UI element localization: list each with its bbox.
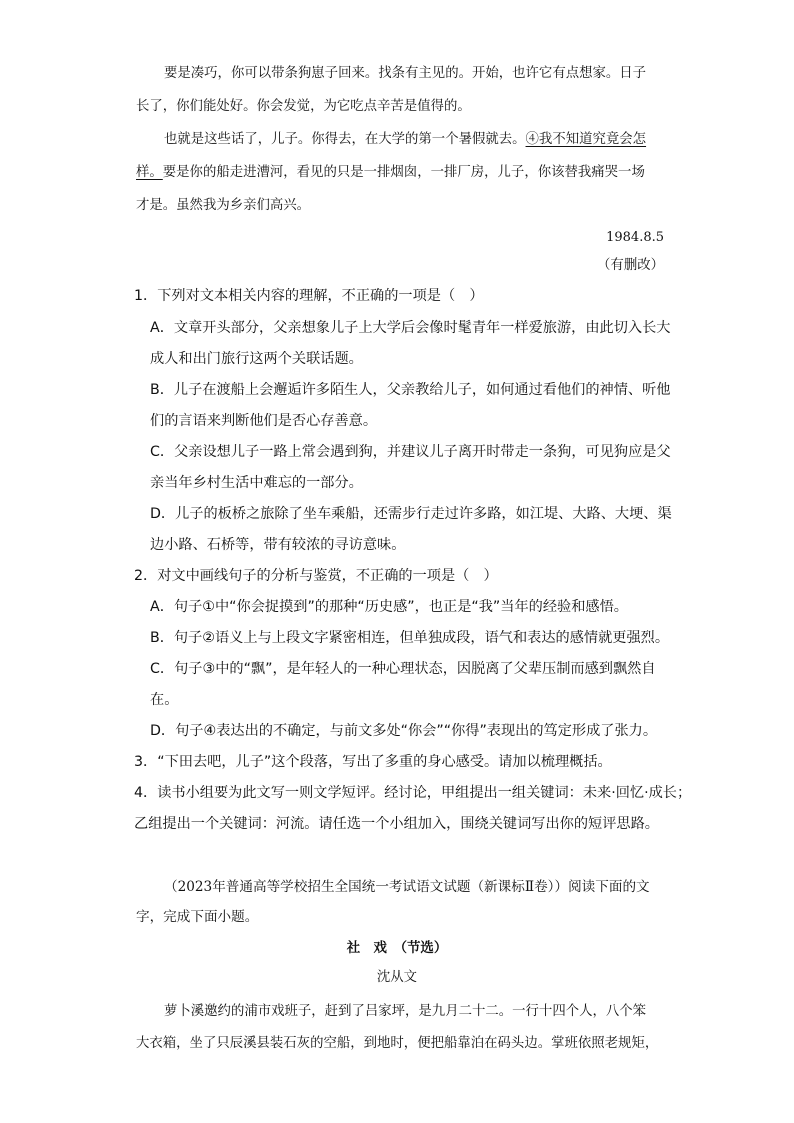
passage-text: 要是你的船走进漕河，看见的只是一排烟囱，一排厂房，儿子，你该替我痛哭一场 xyxy=(162,165,645,180)
excerpt-line: 萝卜溪邀约的浦市戏班子，赶到了吕家坪，是九月二十二。一行十四个人，八个笨 xyxy=(164,1004,647,1019)
section-intro: （2023年普通高等学校招生全国统一考试语文试题（新课标Ⅱ卷））阅读下面的文 xyxy=(164,879,650,895)
question-2-option-d: D．句子④表达出的不确定，与前文多处“你会”“你得”表现出的笃定形成了张力。 xyxy=(150,723,658,739)
question-4-cont: 乙组提出一个关键词：河流。请任选一个小组加入，围绕关键词写出你的短评思路。 xyxy=(134,816,659,832)
question-3: 3．“下田去吧，儿子”这个段落，写出了多重的身心感受。请加以梳理概括。 xyxy=(134,754,612,770)
excerpt-author-text: 沈从文 xyxy=(376,970,418,985)
passage-line: 才是。虽然我为乡亲们高兴。 xyxy=(136,198,311,213)
passage-line xyxy=(136,163,645,183)
passage-note xyxy=(560,256,664,276)
passage-line: 要是凑巧，你可以带条狗崽子回来。找条有主见的。开始，也许它有点想家。日子 xyxy=(164,66,647,81)
question-1-option-b-cont: 们的言语来判断他们是否心存善意。 xyxy=(150,413,378,429)
question-4: 4．读书小组要为此文写一则文学短评。经讨论，甲组提出一组关键词：未来·回忆·成长； xyxy=(134,785,692,801)
excerpt-title xyxy=(0,938,794,958)
passage-line: 长了，你们能处好。你会发觉，为它吃点辛苦是值得的。 xyxy=(136,99,471,114)
date-text: 1984.8.5 xyxy=(606,230,664,245)
question-1-option-d-cont: 边小路、石桥等，带有较浓的寻访意味。 xyxy=(150,537,406,553)
question-2-option-c: C．句子③中的“飘”，是年轻人的一种心理状态，因脱离了父辈压制而感到飘然自 xyxy=(150,661,656,677)
question-2-stem: 2．对文中画线句子的分析与鉴赏，不正确的一项是（ ） xyxy=(134,568,498,584)
passage-line xyxy=(164,130,646,150)
question-1-option-a: A．文章开头部分，父亲想象儿子上大学后会像时髦青年一样爱旅游，由此切入长大 xyxy=(150,320,671,336)
question-1-option-c: C．父亲设想儿子一路上常会遇到狗，并建议儿子离开时带走一条狗，可见狗应是父 xyxy=(150,444,671,460)
passage-date xyxy=(560,228,664,248)
question-2-option-a: A．句子①中“你会捉摸到”的那种“历史感”，也正是“我”当年的经验和感悟。 xyxy=(150,599,628,615)
excerpt-title-text: 社 戏 （节选） xyxy=(346,940,448,956)
question-1-option-b: B．儿子在渡船上会邂逅许多陌生人，父亲教给儿子，如何通过看他们的神情、听他 xyxy=(150,382,671,398)
passage-text: 也就是这些话了，儿子。你得去，在大学的第一个暑假就去。 xyxy=(164,132,526,147)
question-1-option-c-cont: 亲当年乡村生活中难忘的一部分。 xyxy=(150,475,363,491)
question-1-stem: 1．下列对文本相关内容的理解，不正确的一项是（ ） xyxy=(134,288,484,304)
excerpt-author xyxy=(0,968,794,988)
question-2-option-b: B．句子②语义上与上段文字紧密相连，但单独成段，语气和表达的感情就更强烈。 xyxy=(150,630,670,646)
excerpt-line: 大衣箱，坐了只辰溪县装石灰的空船，到地时，便把船靠泊在码头边。掌班依照老规矩， xyxy=(136,1036,659,1051)
underlined-sentence-4: ④我不知道究竟会怎 xyxy=(525,132,647,147)
underlined-sentence-4-end: 样。 xyxy=(136,165,163,180)
question-2-option-c-cont: 在。 xyxy=(150,692,179,708)
section-intro-cont: 字，完成下面小题。 xyxy=(136,909,259,925)
question-1-option-d: D．儿子的板桥之旅除了坐车乘船，还需步行走过许多路，如江堤、大路、大埂、渠 xyxy=(150,506,672,522)
question-1-option-a-cont: 成人和出门旅行这两个关联话题。 xyxy=(150,351,363,367)
note-text: （有删改） xyxy=(597,258,664,273)
